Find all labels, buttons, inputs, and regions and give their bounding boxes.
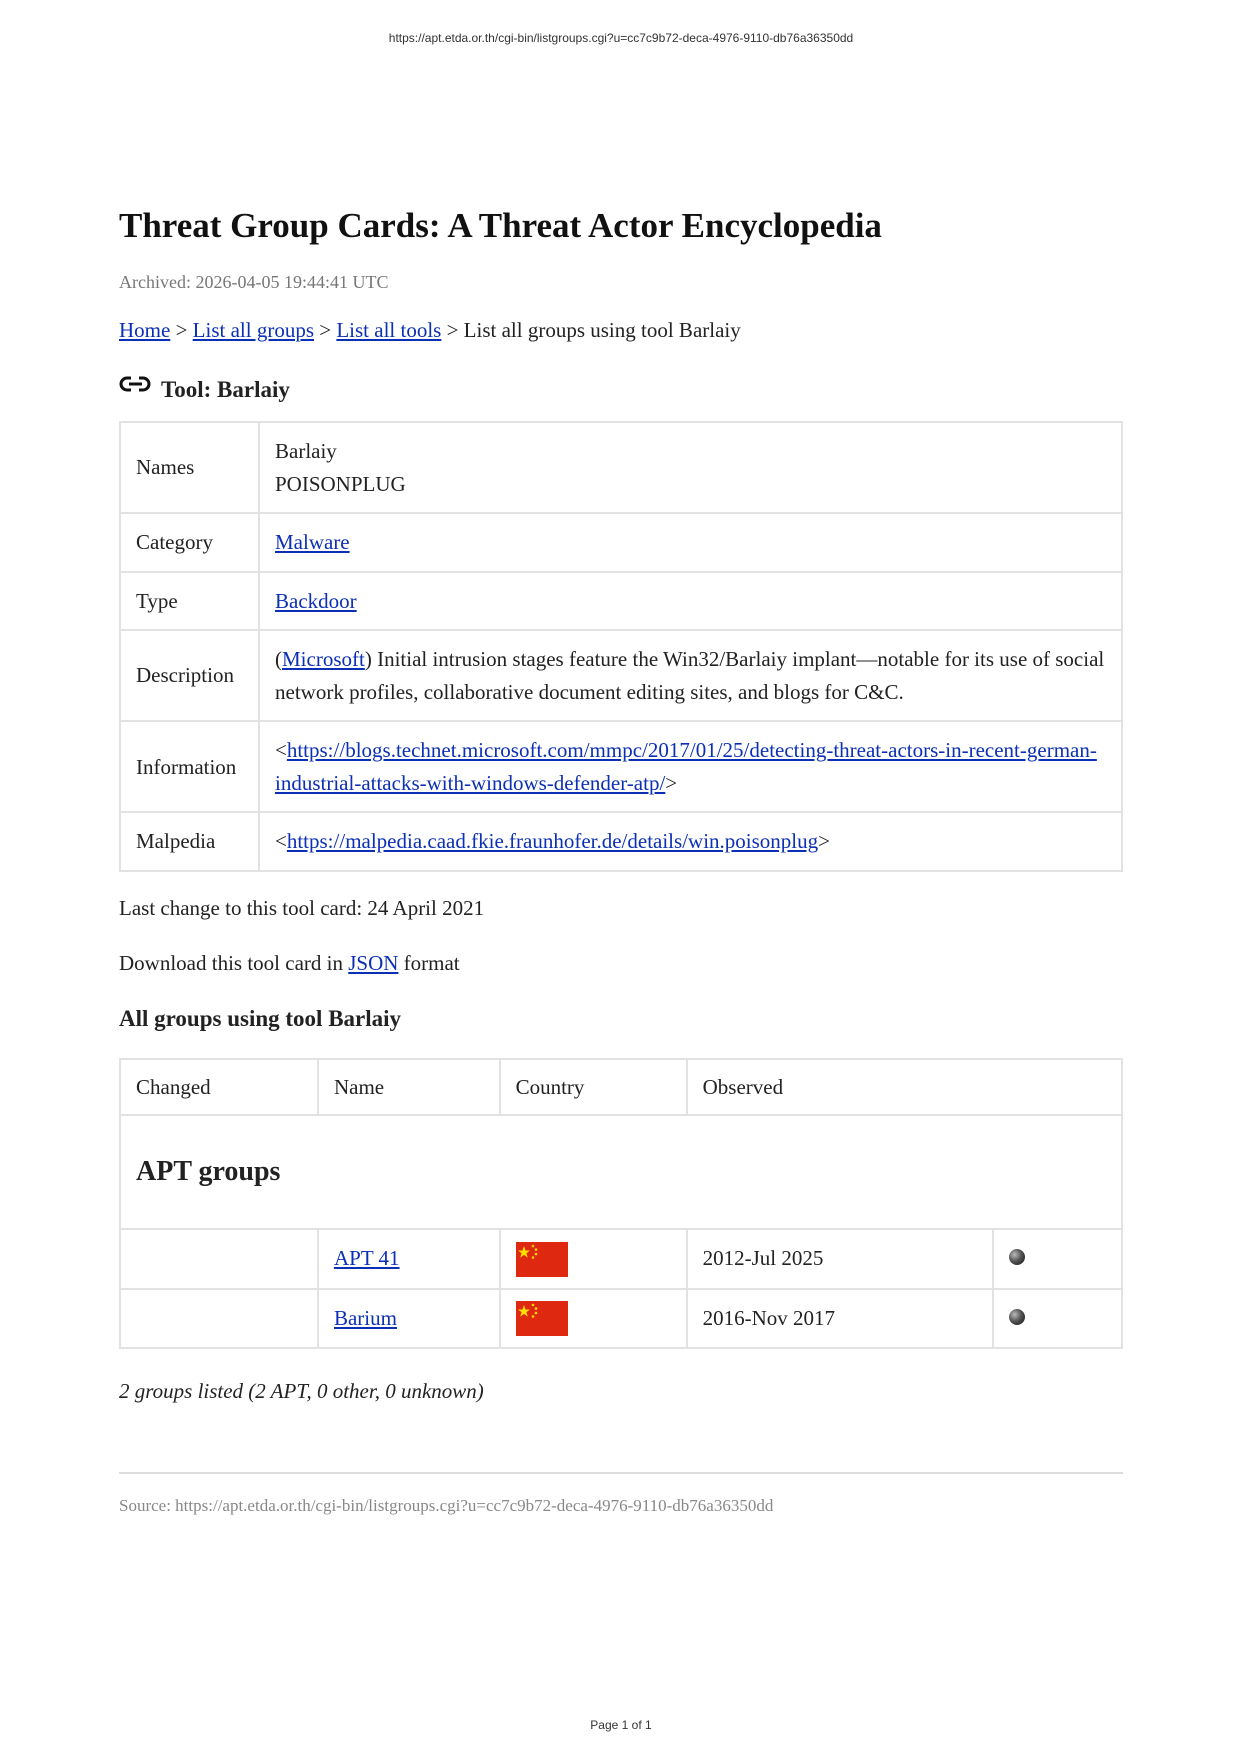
- groups-heading: All groups using tool Barlaiy: [119, 1005, 402, 1031]
- malpedia-label: Malpedia: [120, 812, 259, 871]
- angle-open: <: [275, 829, 287, 854]
- table-row: [120, 513, 1122, 572]
- description-text: ) Initial intrusion stages feature the Win32/Barlaiy implant—notable for its use of social network profiles, collaborative document editing sites, and blogs for C&C.: [275, 647, 1105, 704]
- type-label: Type: [120, 572, 259, 631]
- type-value: [259, 572, 1122, 631]
- description-paren: (: [275, 647, 282, 672]
- archived-timestamp: Archived: 2026-04-05 19:44:41 UTC: [119, 272, 389, 292]
- names-value: [259, 422, 1122, 513]
- type-link[interactable]: Backdoor: [275, 588, 357, 613]
- section-title-apt-groups: APT groups: [120, 1115, 1122, 1228]
- description-value: [259, 630, 1122, 721]
- table-row: [120, 630, 1122, 721]
- breadcrumb-separator: >: [170, 318, 193, 342]
- status-dot-icon: [1009, 1249, 1025, 1265]
- information-link[interactable]: https://blogs.technet.microsoft.com/mmpc/2017/01/25/detecting-threat-actors-in-recent-german-industrial-attacks-with-windows-defender-atp/: [275, 738, 1097, 795]
- source-url: Source: https://apt.etda.or.th/cgi-bin/listgroups.cgi?u=cc7c9b72-deca-4976-9110-db76a36350dd: [119, 1496, 774, 1516]
- json-download-link[interactable]: JSON: [348, 950, 399, 975]
- malpedia-value: [259, 812, 1122, 871]
- page-title: Threat Group Cards: A Threat Actor Encyclopedia: [119, 206, 882, 245]
- groups-table: [119, 1058, 1123, 1349]
- observed-cell: 2012-Jul 2025: [687, 1229, 993, 1289]
- group-link-barium[interactable]: Barium: [333, 1306, 397, 1331]
- tool-heading: [119, 375, 1123, 403]
- information-value: [259, 721, 1122, 812]
- table-row: [120, 721, 1122, 812]
- country-cell: [500, 1229, 687, 1289]
- angle-close: >: [818, 829, 830, 854]
- print-header-url: https://apt.etda.or.th/cgi-bin/listgroups.cgi?u=cc7c9b72-deca-4976-9110-db76a36350dd: [388, 31, 854, 45]
- changed-cell: [120, 1229, 318, 1289]
- category-link[interactable]: Malware: [275, 530, 350, 555]
- description-label: Description: [120, 630, 259, 721]
- table-row: [120, 812, 1122, 871]
- download-line: [119, 951, 1123, 976]
- table-row: [120, 1229, 1122, 1289]
- download-prefix: Download this tool card in: [119, 950, 349, 975]
- status-cell: [993, 1289, 1122, 1349]
- information-label: Information: [120, 721, 259, 812]
- category-value: [259, 513, 1122, 572]
- country-cell: [500, 1289, 687, 1349]
- status-dot-icon: [1009, 1309, 1025, 1325]
- table-row: [120, 422, 1122, 513]
- names-label: Names: [120, 422, 259, 513]
- header-changed: Changed: [120, 1059, 318, 1116]
- angle-close: >: [665, 770, 678, 795]
- link-icon: [119, 375, 153, 395]
- tool-heading-text: Tool: Barlaiy: [161, 377, 290, 402]
- groups-summary: 2 groups listed (2 APT, 0 other, 0 unknown): [119, 1379, 484, 1404]
- observed-cell: 2016-Nov 2017: [687, 1289, 993, 1349]
- name-cell: [318, 1289, 500, 1349]
- divider: [119, 1472, 1123, 1474]
- header-observed: Observed: [687, 1059, 1122, 1116]
- angle-open: <: [275, 738, 287, 763]
- header-name: Name: [318, 1059, 500, 1116]
- group-link-apt41[interactable]: APT 41: [333, 1246, 400, 1271]
- name-cell: [318, 1229, 500, 1289]
- tool-name: Barlaiy: [275, 439, 337, 463]
- breadcrumb: [119, 318, 1123, 343]
- breadcrumb-current: > List all groups using tool Barlaiy: [441, 318, 741, 342]
- category-label: Category: [120, 513, 259, 572]
- breadcrumb-groups-link[interactable]: List all groups: [192, 318, 314, 342]
- table-header-row: [120, 1059, 1122, 1116]
- header-country: Country: [500, 1059, 687, 1116]
- table-row: [120, 572, 1122, 631]
- main-content: [119, 205, 1123, 1516]
- malpedia-link[interactable]: https://malpedia.caad.fkie.fraunhofer.de/details/win.poisonplug: [286, 829, 819, 854]
- breadcrumb-separator: >: [314, 318, 337, 342]
- page-number: Page 1 of 1: [590, 1718, 652, 1732]
- status-cell: [993, 1229, 1122, 1289]
- changed-cell: [120, 1289, 318, 1349]
- description-source-link[interactable]: Microsoft: [282, 647, 365, 672]
- section-row: [120, 1115, 1122, 1228]
- tool-info-table: [119, 421, 1123, 872]
- tool-name: POISONPLUG: [275, 471, 406, 496]
- last-change-text: Last change to this tool card: 24 April 2021: [119, 895, 485, 920]
- china-flag-icon: [516, 1301, 568, 1336]
- download-suffix: format: [398, 950, 460, 975]
- table-row: [120, 1289, 1122, 1349]
- breadcrumb-home-link[interactable]: Home: [119, 318, 171, 342]
- breadcrumb-tools-link[interactable]: List all tools: [336, 318, 442, 342]
- china-flag-icon: [516, 1242, 568, 1277]
